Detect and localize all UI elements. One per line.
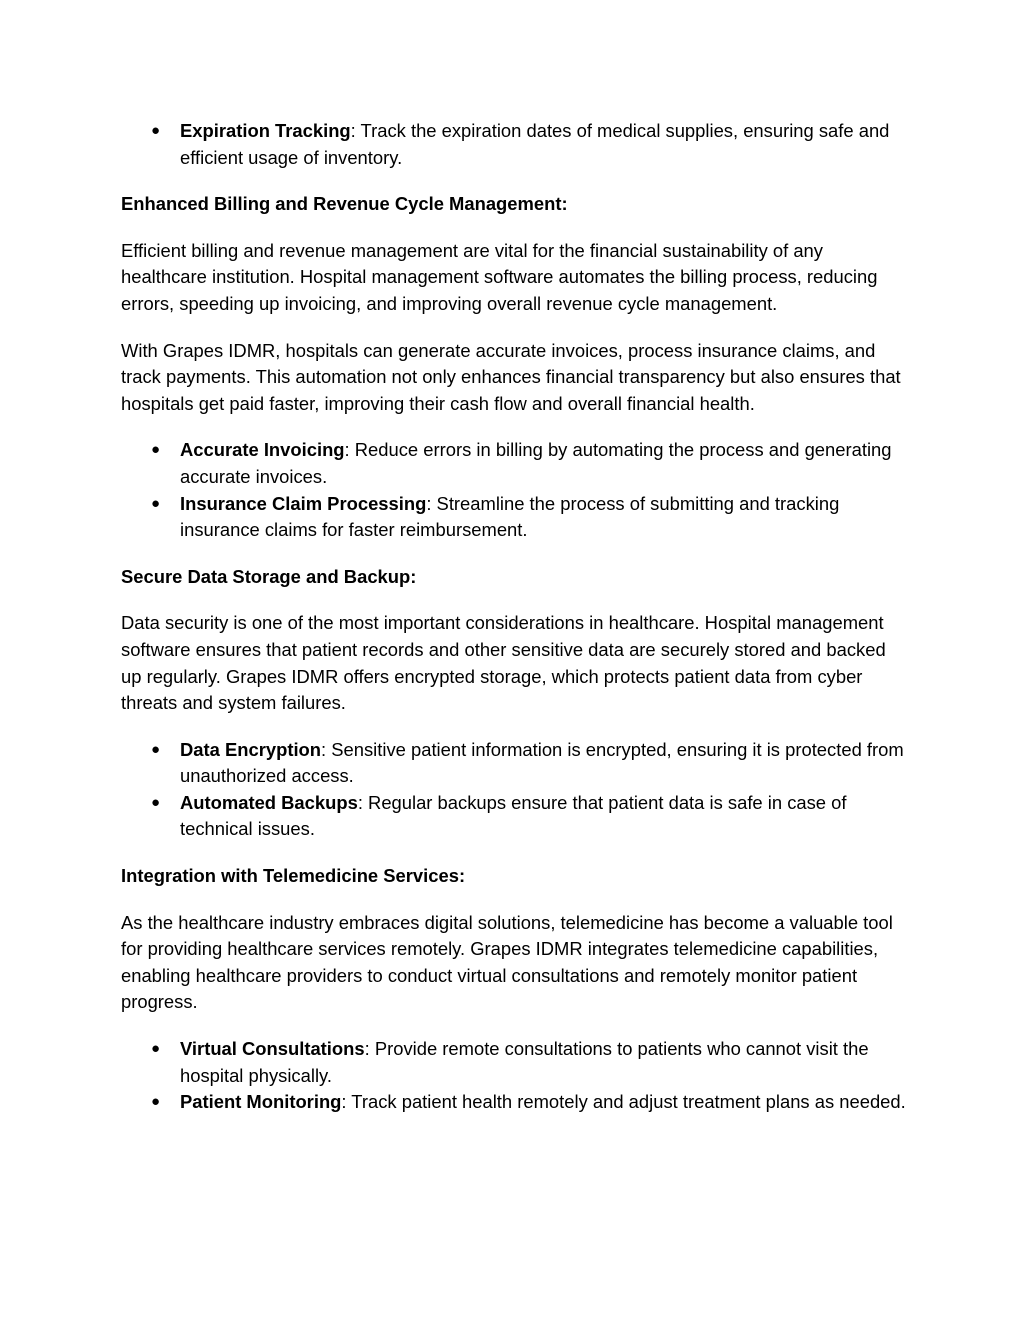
list-item [121,437,906,490]
bullet-icon: ● [151,122,161,139]
list-item-term: Patient Monitoring [180,1091,342,1113]
section-heading: Integration with Telemedicine Services: [121,865,466,887]
bullet-list [121,437,906,543]
list-item [121,1089,906,1116]
list-item-term: Expiration Tracking [180,120,351,141]
list-item [121,491,906,544]
section-heading: Secure Data Storage and Backup: [121,565,417,587]
bullet-icon: ● [151,793,161,811]
list-item [121,118,906,171]
list-item-term: Insurance Claim Processing [180,492,427,514]
paragraph: Efficient billing and revenue management are vital for the financial sustainability of any healthcare institution. Hospital management software automates the billing process, reducing errors, speeding up invoicing, and improving overall revenue cycle management. [121,239,878,314]
bullet-list [121,1036,906,1116]
list-item [121,790,906,843]
bullet-icon: ● [151,1040,161,1058]
bullet-icon: ● [151,494,161,512]
section-heading: Enhanced Billing and Revenue Cycle Management: [121,193,568,215]
bullet-icon: ● [151,740,161,758]
bullet-list [121,737,906,843]
list-item-term: Automated Backups [180,791,358,813]
list-item-term: Data Encryption [180,738,322,760]
list-item-text: : Reduce errors in billing by automating the process and generating accurate invoices. [180,439,892,487]
paragraph: As the healthcare industry embraces digital solutions, telemedicine has become a valuable tool for providing healthcare services remotely. Grapes IDMR integrates telemedicine capabilities, enabling healthcare providers to conduct virtual consultations and remotely monitor patient progress. [121,911,893,1013]
list-item-term: Accurate Invoicing [180,439,345,461]
bullet-icon: ● [151,1093,161,1111]
list-item-text: : Streamline the process of submitting and tracking insurance claims for faster reimbursement. [180,492,840,541]
list-item-text: : Regular backups ensure that patient data is safe in case of technical issues. [180,791,847,840]
paragraph: With Grapes IDMR, hospitals can generate accurate invoices, process insurance claims, and track payments. This automation not only enhances financial transparency but also ensures that hospitals get paid faster, improving their cash flow and overall financial health. [121,339,901,414]
paragraph: Data security is one of the most important considerations in healthcare. Hospital management software ensures that patient records and other sensitive data are securely stored and backed up regularly. Grapes IDMR offers encrypted storage, which protects patient data from cyber threats and system failures. [121,612,886,714]
list-item [121,737,906,790]
list-item-text: : Track patient health remotely and adjust treatment plans as needed. [341,1091,906,1113]
list-item-term: Virtual Consultations [180,1038,365,1060]
list-item [121,1036,906,1089]
bullet-icon: ● [151,441,161,459]
bullet-list [121,118,906,171]
list-item-text: : Provide remote consultations to patients who cannot visit the hospital physically. [180,1038,869,1086]
list-item-text: : Track the expiration dates of medical supplies, ensuring safe and efficient usage of inventory. [180,120,890,168]
list-item-text: : Sensitive patient information is encrypted, ensuring it is protected from unauthorized access. [180,738,904,787]
document-page [121,118,906,1136]
